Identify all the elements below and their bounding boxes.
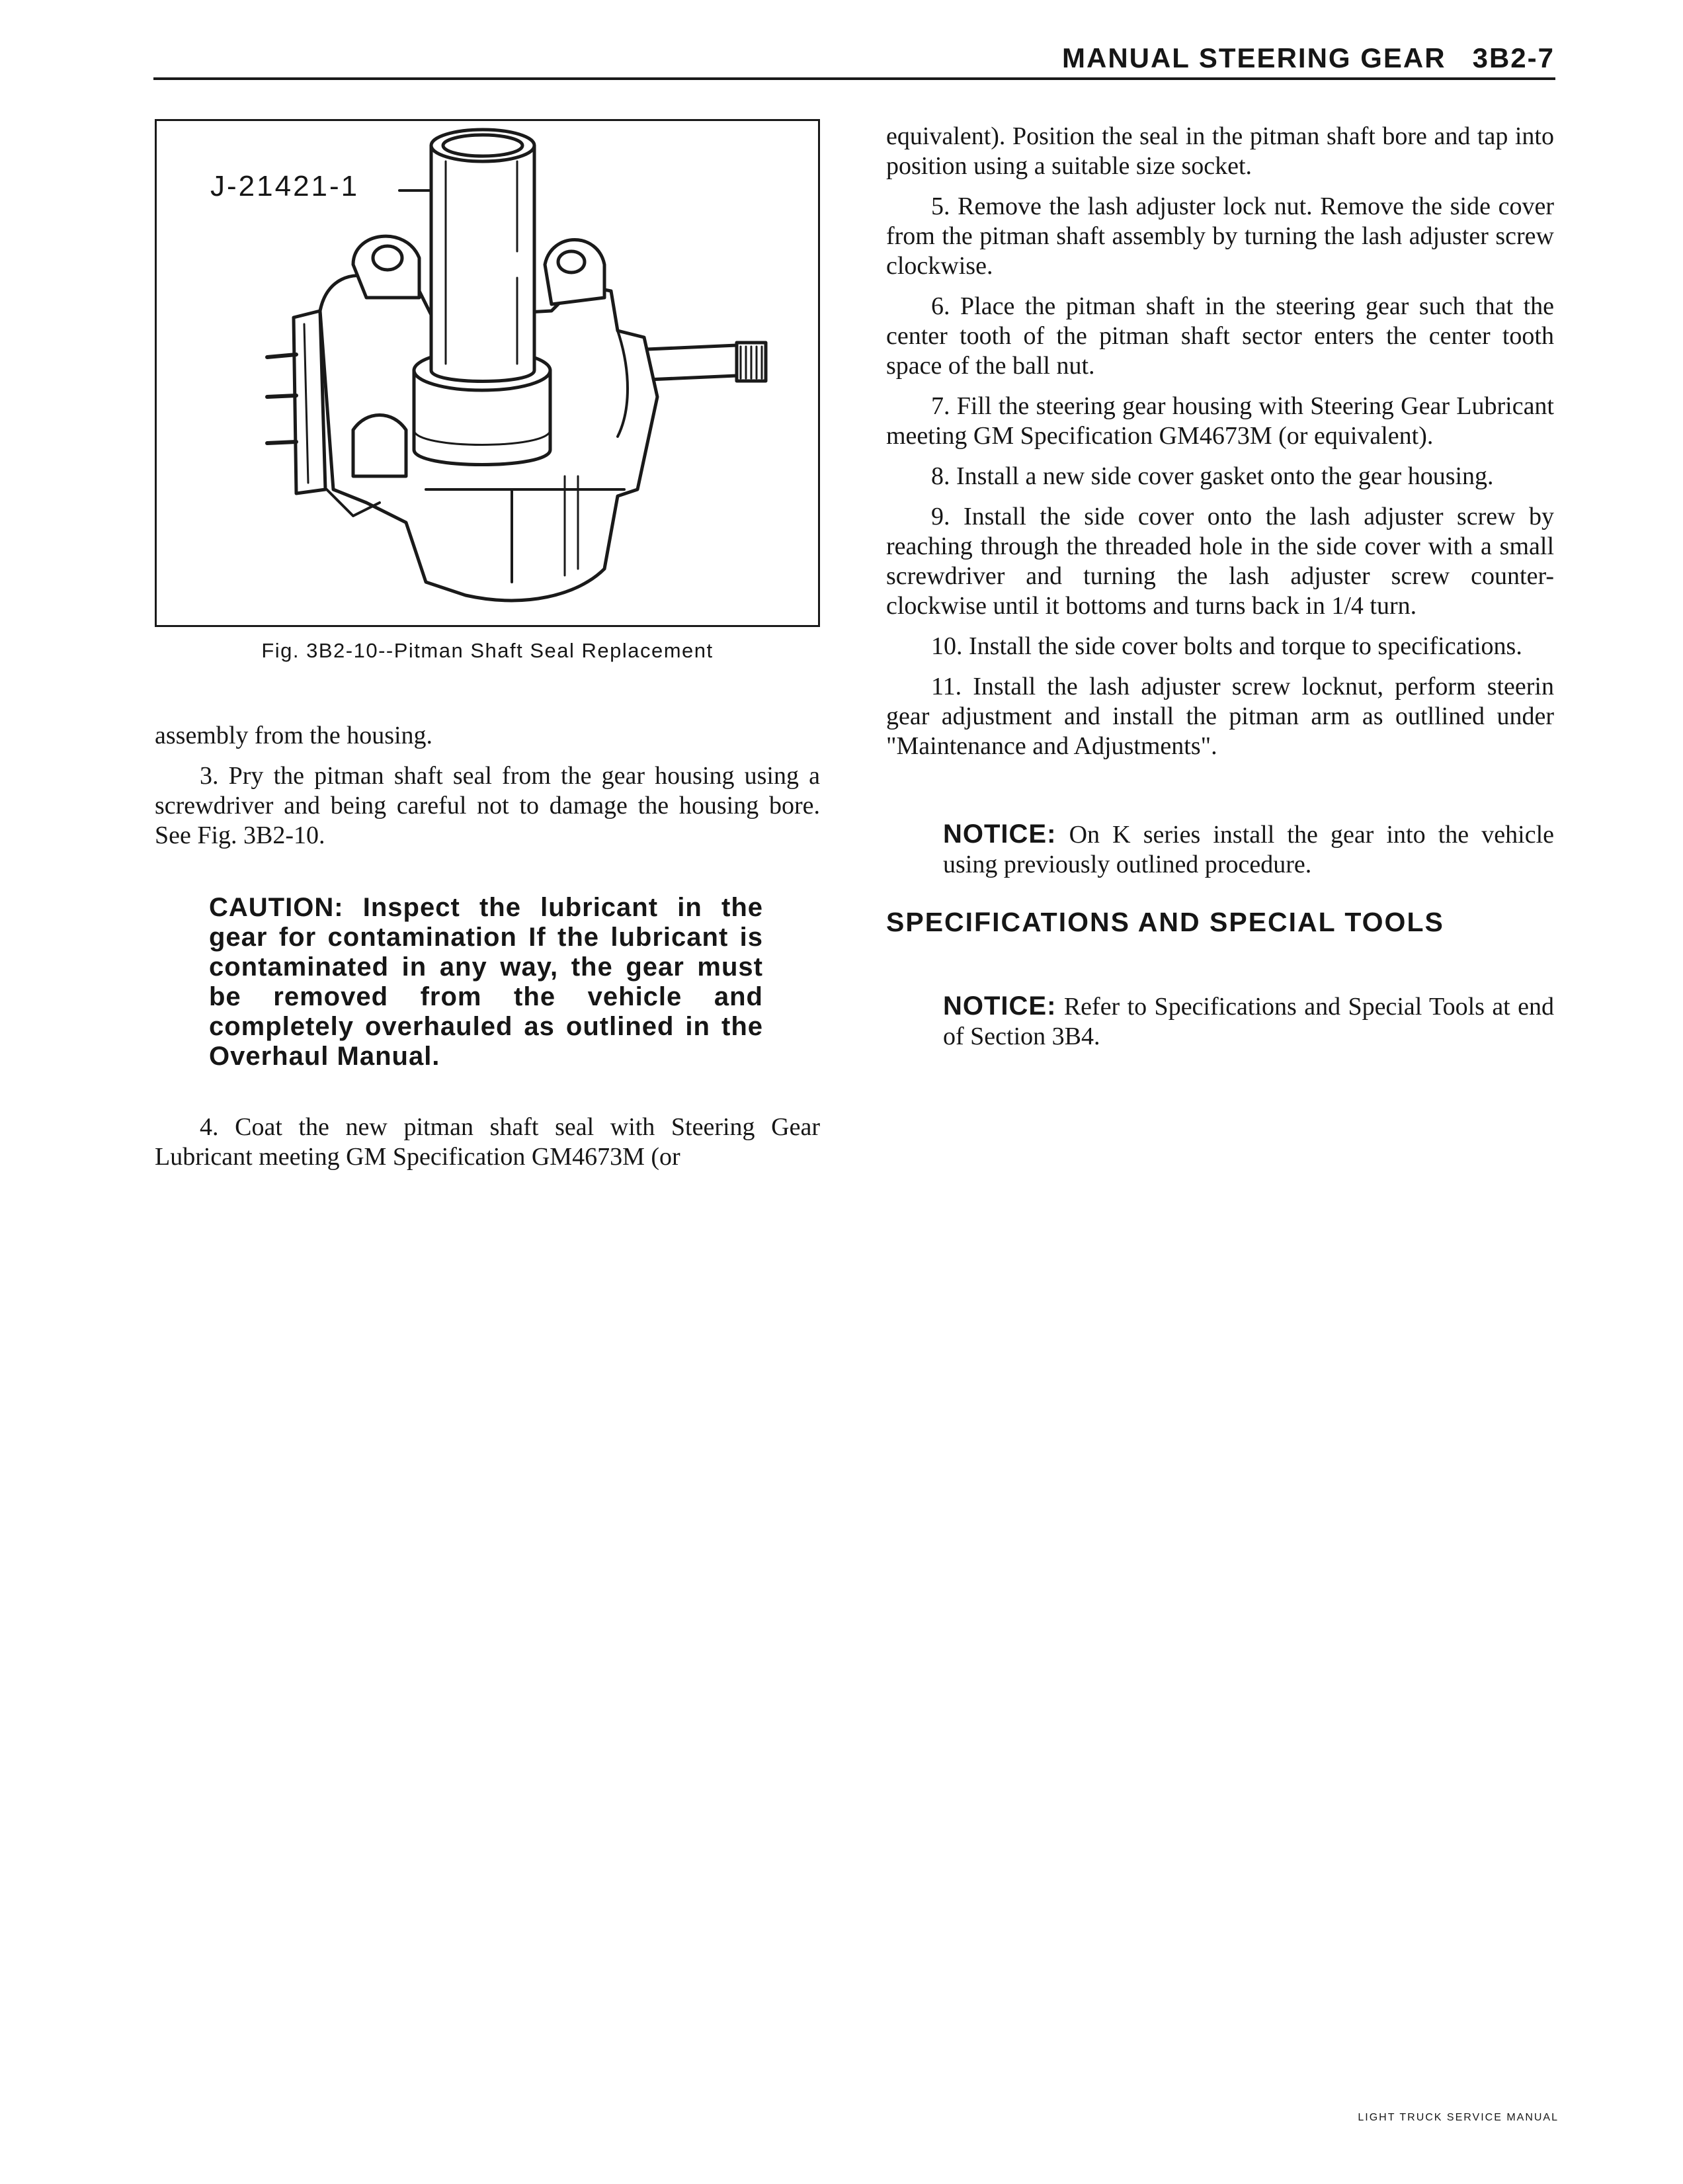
step-5: 5. Remove the lash adjuster lock nut. Remove the side cover from the pitman shaft assembly by turning the lash adjuster screw clockwise. [886,192,1554,280]
header-title: MANUAL STEERING GEAR [1062,42,1446,73]
figure-caption: Fig. 3B2-10--Pitman Shaft Seal Replacement [261,639,714,662]
step-10: 10. Install the side cover bolts and torque to specifications. [931,632,1522,660]
paragraph-continued: assembly from the housing. [155,722,433,749]
header-rule [153,77,1555,80]
step-4: 4. Coat the new pitman shaft seal with Steering Gear Lubricant meeting GM Specification GM4673M (or [155,1113,820,1171]
left-column [155,721,820,1172]
step-9: 9. Install the side cover onto the lash adjuster screw by reaching through the threaded hole in the side cover with a small screwdriver and turning the lash adjuster screw counter- clockwise until it bottoms and turns back in 1/4 turn. [886,503,1554,620]
notice-label: NOTICE: [943,991,1057,1021]
step-6: 6. Place the pitman shaft in the steering gear such that the center tooth of the pitman shaft sector enters the center tooth space of the ball nut. [886,292,1554,380]
notice-text: Refer to Specifications and Special Tools at end of Section 3B4. [943,993,1554,1050]
step-4-continued: equivalent). Position the seal in the pitman shaft bore and tap into position using a suitable size socket. [886,122,1554,180]
step-3: 3. Pry the pitman shaft seal from the gear housing using a screwdriver and being careful not to damage the housing bore. See Fig. 3B2-10. [155,762,820,849]
page-header [1062,42,1555,74]
step-7: 7. Fill the steering gear housing with Steering Gear Lubricant meeting GM Specification GM4673M (or equivalent). [886,392,1554,450]
step-11: 11. Install the lash adjuster screw locknut, perform steerin gear adjustment and install the pitman arm as outllined under "Maintenance and Adjustments". [886,673,1554,760]
footer-publication: LIGHT TRUCK SERVICE MANUAL [1358,2112,1559,2123]
section-heading: SPECIFICATIONS AND SPECIAL TOOLS [886,907,1444,937]
notice-label: NOTICE: [943,819,1057,849]
notice-k-series [943,819,1554,880]
right-column [886,122,1554,1052]
step-8: 8. Install a new side cover gasket onto the gear housing. [931,462,1494,490]
caution-box: CAUTION: Inspect the lubricant in the gear for contamination If the lubricant is contaminated in any way, the gear must be removed from the vehicle and completely overhauled as outlined in the Overhaul Manual. [209,893,763,1071]
page-number: 3B2-7 [1472,42,1555,73]
notice-text: On K series install the gear into the vehicle using previously outlined procedure. [943,821,1554,878]
notice-specifications [943,991,1554,1052]
tool-label: J-21421-1 [210,170,360,202]
